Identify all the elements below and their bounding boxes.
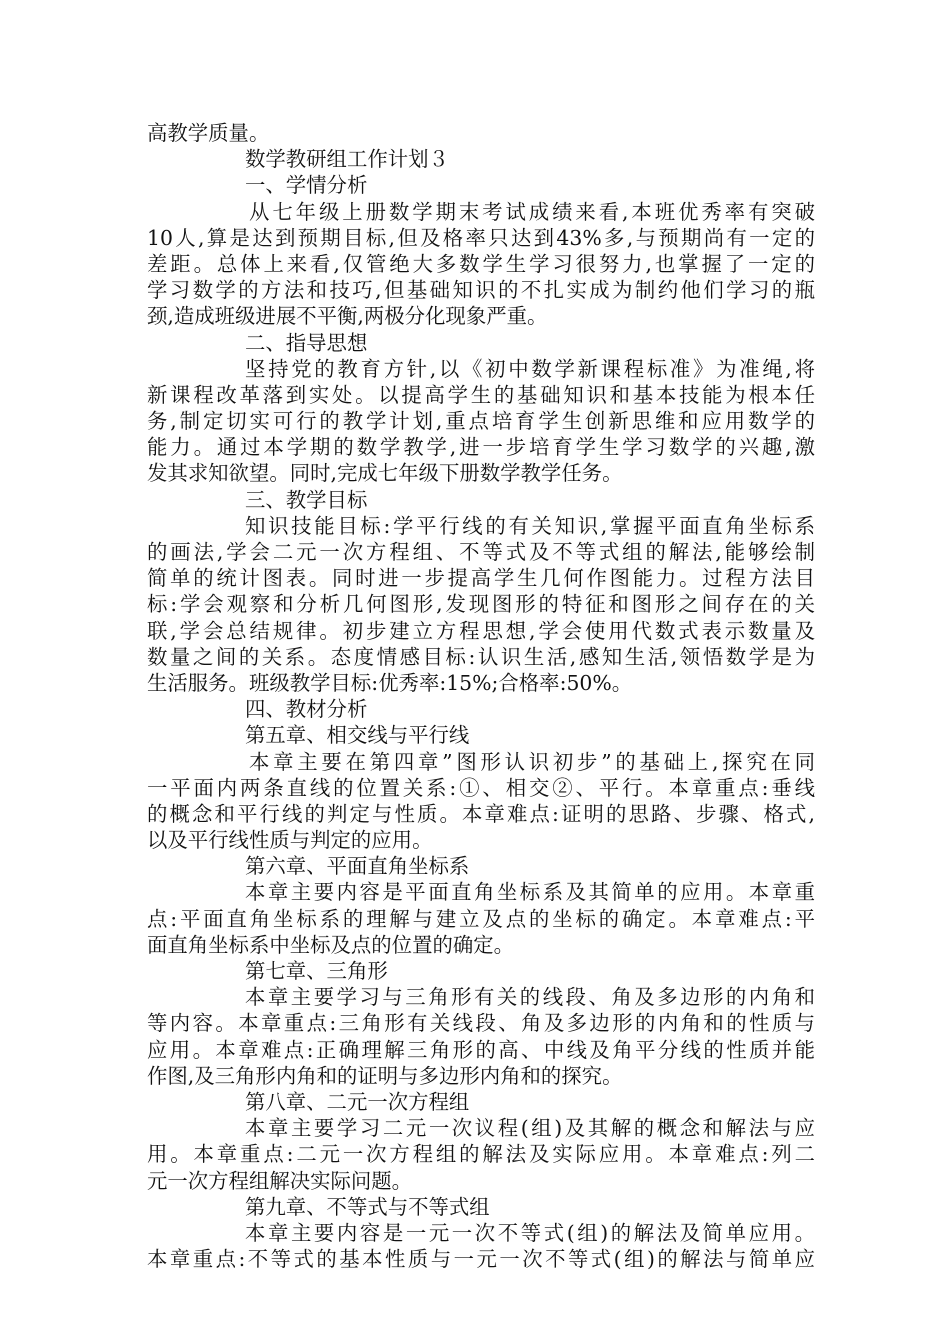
text-line: 简单的统计图表。同时进一步提高学生几何作图能力。过程方法目 [147,566,815,591]
paragraph-first-line: 从七年级上册数学期末考试成绩来看,本班优秀率有突破 [249,199,815,224]
text-line: 差距。总体上来看,仅管绝大多数学生学习很努力,也掌握了一定的 [147,251,815,276]
document-body [147,120,815,1272]
text-line: 作图,及三角形内角和的证明与多边形内角和的探究。 [147,1063,623,1088]
text-line: 发其求知欲望。同时,完成七年级下册数学教学任务。 [147,461,623,486]
text-line: 的概念和平行线的判定与性质。本章难点:证明的思路、步骤、格式, [147,801,815,826]
text-line: 联,学会总结规律。初步建立方程思想,学会使用代数式表示数量及 [147,618,815,643]
section-heading: 一、学情分析 [245,173,368,198]
text-line: 标:学会观察和分析几何图形,发现图形的特征和图形之间存在的关 [147,592,815,617]
paragraph-first-line: 坚持党的教育方针,以《初中数学新课程标准》为准绳,将 [245,356,815,381]
chapter-heading: 第七章、三角形 [245,959,388,983]
text-line: 等内容。本章重点:三角形有关线段、角及多边形的内角和的性质与 [147,1011,815,1036]
text-line: 新课程改革落到实处。以提高学生的基础知识和基本技能为根本任 [147,382,815,407]
chapter-heading: 第五章、相交线与平行线 [245,723,470,748]
text-line: 本章重点:不等式的基本性质与一元一次不等式(组)的解法与简单应 [147,1247,815,1272]
text-line: 以及平行线性质与判定的应用。 [147,828,433,853]
text-line: 点:平面直角坐标系的理解与建立及点的坐标的确定。本章难点:平 [147,906,815,931]
text-line: 一平面内两条直线的位置关系:①、相交②、平行。本章重点:垂线 [147,775,815,800]
text-line: 用。本章重点:二元一次方程组的解法及实际应用。本章难点:列二 [147,1142,815,1167]
chapter-heading: 第八章、二元一次方程组 [245,1089,470,1114]
paragraph-first-line: 本章主要学习二元一次议程(组)及其解的概念和解法与应 [245,1116,815,1141]
text-line: 应用。本章难点:正确理解三角形的高、中线及角平分线的性质并能 [147,1037,815,1062]
section-heading: 三、教学目标 [245,487,368,512]
paragraph-first-line: 本章主要学习与三角形有关的线段、角及多边形的内角和 [245,985,815,1010]
text-line: 面直角坐标系中坐标及点的位置的确定。 [147,932,515,957]
chapter-heading: 第六章、平面直角坐标系 [245,854,470,879]
paragraph-first-line: 本章主要内容是一元一次不等式(组)的解法及简单应用。 [245,1220,815,1245]
text-line: 务,制定切实可行的教学计划,重点培育学生创新思维和应用数学的 [147,409,815,434]
text-line: 生活服务。班级教学目标:优秀率:15%;合格率:50%。 [147,670,633,695]
section-heading: 二、指导思想 [245,330,368,355]
text-line: 数量之间的关系。态度情感目标:认识生活,感知生活,领悟数学是为 [147,644,815,669]
paragraph-first-line: 知识技能目标:学平行线的有关知识,掌握平面直角坐标系 [245,513,815,538]
text-line: 高教学质量。 [147,121,270,145]
paragraph-first-line: 本章主要在第四章”图形认识初步”的基础上,探究在同 [249,749,815,774]
text-line: 颈,造成班级进展不平衡,两极分化现象严重。 [147,304,548,329]
section-heading: 四、教材分析 [245,697,368,722]
paragraph-first-line: 本章主要内容是平面直角坐标系及其简单的应用。本章重 [245,880,815,905]
chapter-heading: 第九章、不等式与不等式组 [245,1194,490,1219]
section-title: 数学教研组工作计划３ [245,147,449,172]
text-line: 学习数学的方法和技巧,但基础知识的不扎实成为制约他们学习的瓶 [147,278,815,303]
text-line: 的画法,学会二元一次方程组、不等式及不等式组的解法,能够绘制 [147,540,815,564]
text-line: 10人,算是达到预期目标,但及格率只达到43%多,与预期尚有一定的 [147,225,815,250]
text-line: 能力。通过本学期的数学教学,进一步培育学生学习数学的兴趣,激 [147,435,815,460]
text-line: 元一次方程组解决实际问题。 [147,1168,413,1193]
